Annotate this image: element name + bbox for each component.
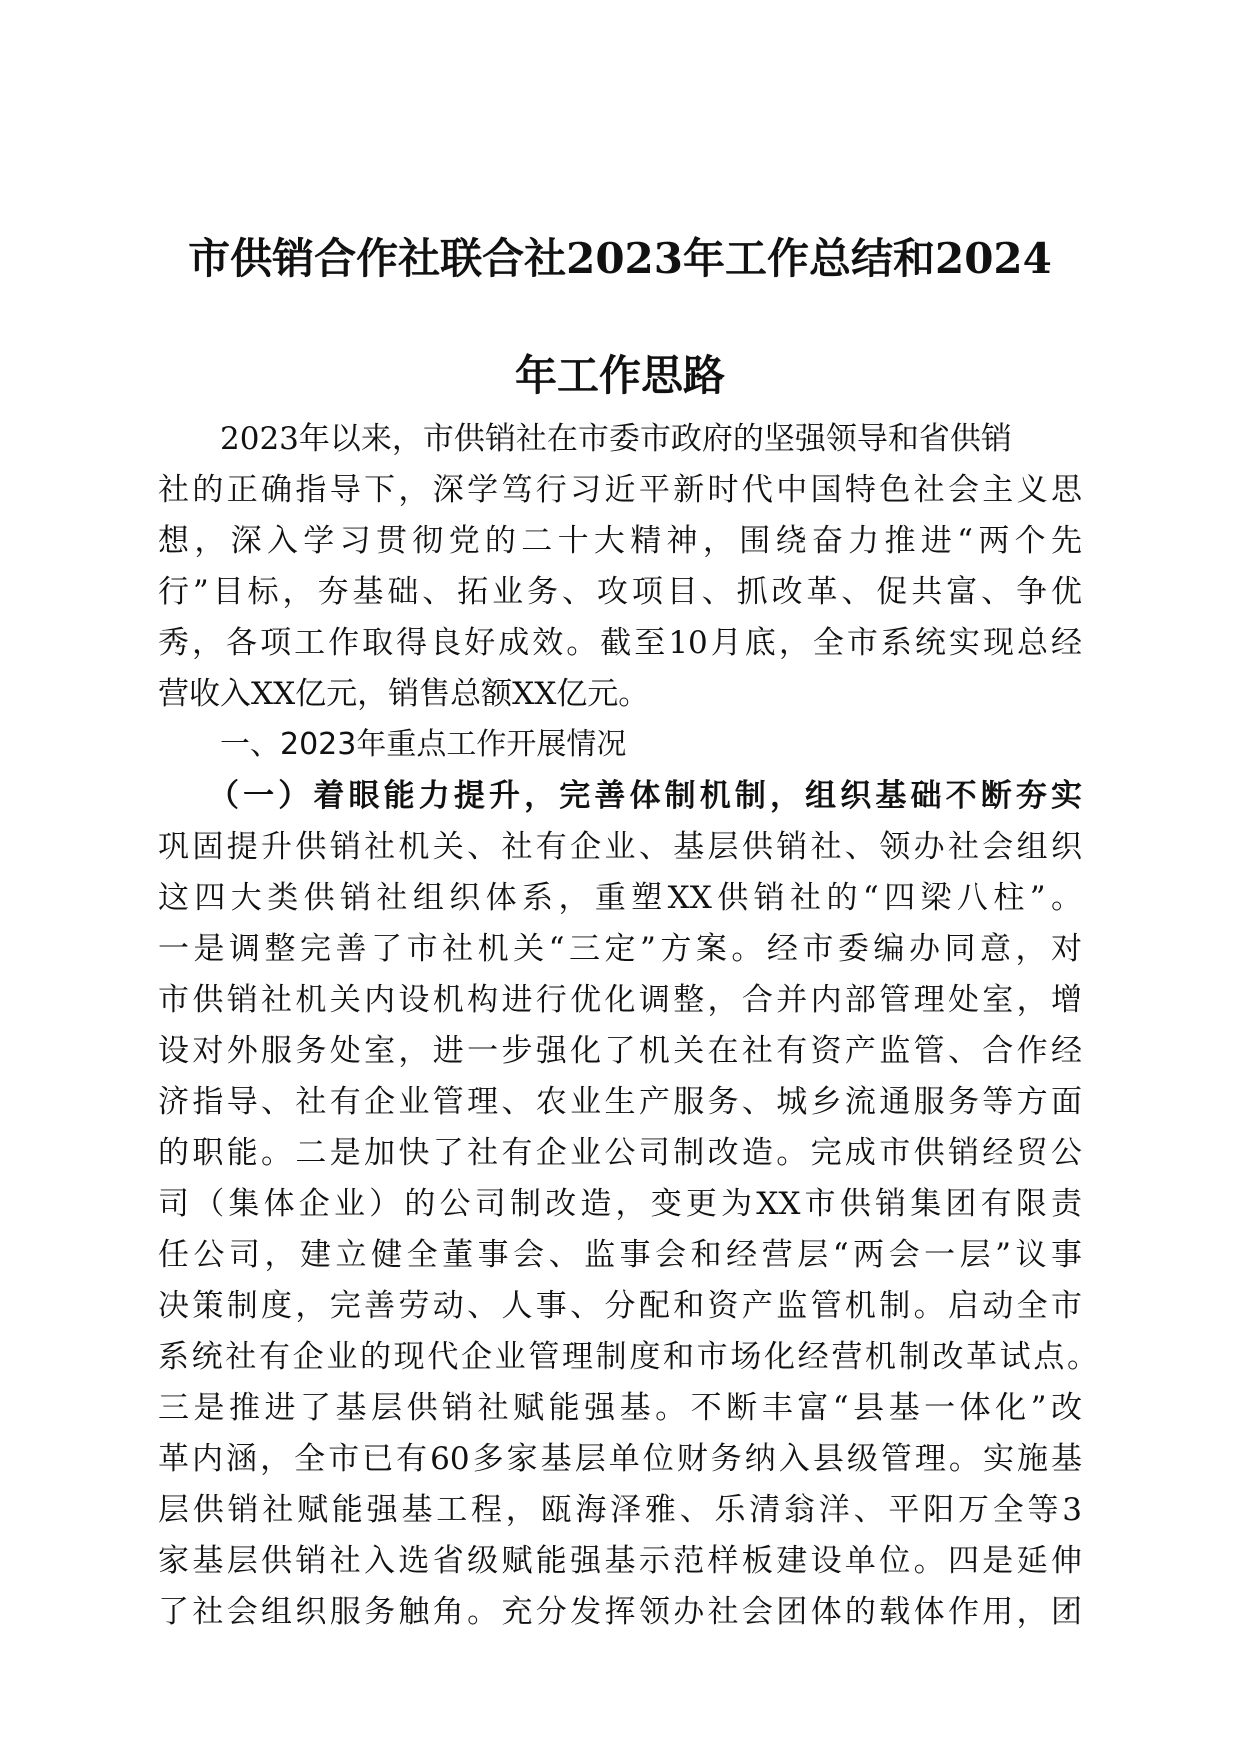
body-paragraph-line: 设对外服务处室，进一步强化了机关在社有资产监管、合作经 xyxy=(158,1033,1082,1069)
body-paragraph-line: 家基层供销社入选省级赋能强基示范样板建设单位。四是延伸 xyxy=(158,1543,1082,1579)
body-paragraph-line: 任公司，建立健全董事会、监事会和经营层“两会一层”议事 xyxy=(158,1237,1082,1273)
body-paragraph-line: 济指导、社有企业管理、农业生产服务、城乡流通服务等方面 xyxy=(158,1084,1082,1120)
body-paragraph-line: 三是推进了基层供销社赋能强基。不断丰富“县基一体化”改 xyxy=(158,1390,1082,1426)
body-paragraph-line: 一是调整完善了市社机关“三定”方案。经市委编办同意，对 xyxy=(158,931,1082,967)
body-paragraph-line: 市供销社机关内设机构进行优化调整，合并内部管理处室，增 xyxy=(158,982,1082,1018)
intro-paragraph-line: 行”目标，夯基础、拓业务、攻项目、抓改革、促共富、争优 xyxy=(158,574,1082,610)
section-heading: 一、2023年重点工作开展情况 xyxy=(220,727,627,762)
body-paragraph-line: 革内涵，全市已有60多家基层单位财务纳入县级管理。实施基 xyxy=(158,1441,1082,1477)
intro-paragraph-line: 社的正确指导下，深学笃行习近平新时代中国特色社会主义思 xyxy=(158,472,1082,508)
body-paragraph-line: 这四大类供销社组织体系，重塑XX供销社的“四梁八柱”。 xyxy=(158,880,1082,916)
body-paragraph-line: 层供销社赋能强基工程，瓯海泽雅、乐清翁洋、平阳万全等3 xyxy=(158,1492,1082,1528)
intro-paragraph-line: 营收入XX亿元，销售总额XX亿元。 xyxy=(158,676,650,712)
body-paragraph-line: 了社会组织服务触角。充分发挥领办社会团体的载体作用，团 xyxy=(158,1594,1082,1630)
document-title-line-1: 市供销合作社联合社2023年工作总结和2024 xyxy=(188,234,1052,283)
intro-paragraph-line: 2023年以来，市供销社在市委市政府的坚强领导和省供销 xyxy=(220,421,1012,457)
document-title-line-2: 年工作思路 xyxy=(514,351,725,400)
subsection-heading: （一）着眼能力提升，完善体制机制，组织基础不断夯实 xyxy=(208,778,1082,814)
body-paragraph-line: 巩固提升供销社机关、社有企业、基层供销社、领办社会组织 xyxy=(158,829,1082,865)
intro-paragraph-line: 秀，各项工作取得良好成效。截至10月底，全市系统实现总经 xyxy=(158,625,1082,661)
body-paragraph-line: 的职能。二是加快了社有企业公司制改造。完成市供销经贸公 xyxy=(158,1135,1082,1171)
body-paragraph-line: 决策制度，完善劳动、人事、分配和资产监管机制。启动全市 xyxy=(158,1288,1082,1324)
body-paragraph-line: 司（集体企业）的公司制改造，变更为XX市供销集团有限责 xyxy=(158,1186,1082,1222)
body-paragraph-line: 系统社有企业的现代企业管理制度和市场化经营机制改革试点。 xyxy=(158,1339,1098,1375)
intro-paragraph-line: 想，深入学习贯彻党的二十大精神，围绕奋力推进“两个先 xyxy=(158,523,1082,559)
